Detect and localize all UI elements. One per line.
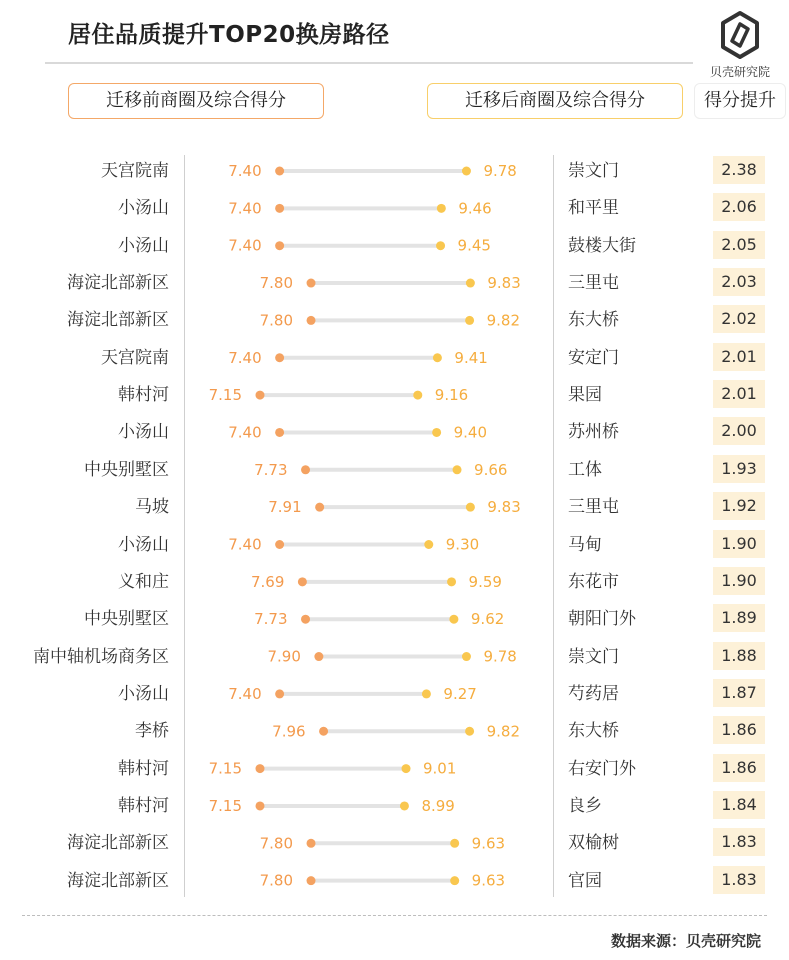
from-area-label: 海淀北部新区	[67, 870, 169, 891]
from-area-label: 天宫院南	[101, 347, 169, 368]
after-dot	[402, 764, 411, 773]
to-area-label: 马甸	[568, 534, 602, 555]
from-area-label: 小汤山	[118, 534, 169, 555]
before-dot	[275, 428, 284, 437]
before-score-label: 7.80	[259, 274, 294, 293]
before-score-label: 7.40	[228, 199, 262, 218]
before-dot	[301, 615, 310, 624]
chart-title: 居住品质提升TOP20换房路径	[68, 22, 390, 48]
before-score-label: 7.73	[254, 460, 288, 479]
after-score-label: 9.59	[468, 572, 502, 591]
after-score-label: 9.82	[486, 722, 521, 741]
gain-value: 1.90	[713, 567, 765, 595]
to-area-label: 双榆树	[568, 833, 619, 854]
before-dot	[307, 316, 316, 325]
before-dot	[315, 503, 324, 512]
before-score-label: 7.91	[268, 498, 302, 517]
before-dot	[256, 801, 265, 810]
before-dot	[298, 577, 307, 586]
from-area-label: 海淀北部新区	[67, 273, 169, 294]
gain-value: 2.00	[713, 417, 765, 445]
after-dot	[424, 540, 433, 549]
before-dot	[301, 465, 310, 474]
to-area-label: 右安门外	[568, 758, 636, 779]
before-dot	[275, 689, 284, 698]
after-score-label: 9.83	[487, 274, 521, 293]
gain-value: 2.02	[713, 305, 765, 333]
before-score-label: 7.40	[228, 535, 262, 554]
gain-value: 1.87	[713, 679, 765, 707]
header-before: 迁移前商圈及综合得分	[68, 83, 324, 119]
after-score-label: 9.46	[458, 199, 492, 218]
footer-divider	[22, 915, 767, 916]
from-area-label: 李桥	[135, 721, 169, 742]
after-dot	[432, 428, 441, 437]
before-dot	[307, 876, 316, 885]
before-score-label: 7.69	[250, 572, 285, 591]
gain-value: 2.38	[713, 156, 765, 184]
after-score-label: 9.62	[470, 610, 505, 629]
gain-value: 1.84	[713, 791, 765, 819]
gain-value: 1.86	[713, 754, 765, 782]
from-area-label: 南中轴机场商务区	[33, 646, 169, 667]
gain-value: 1.92	[713, 492, 765, 520]
before-score-label: 7.80	[259, 834, 294, 853]
to-area-label: 三里屯	[568, 497, 619, 518]
from-area-label: 中央别墅区	[84, 459, 169, 480]
after-score-label: 9.16	[434, 386, 469, 405]
after-score-label: 9.30	[445, 535, 480, 554]
from-area-label: 小汤山	[118, 683, 169, 704]
after-dot	[450, 876, 459, 885]
after-dot	[449, 615, 458, 624]
after-dot	[450, 839, 459, 848]
after-score-label: 9.82	[486, 311, 521, 330]
from-area-label: 小汤山	[118, 198, 169, 219]
from-area-label: 小汤山	[118, 422, 169, 443]
logo-text: 贝壳研究院	[709, 65, 770, 79]
to-area-label: 崇文门	[568, 646, 619, 667]
before-score-label: 7.73	[254, 610, 288, 629]
gain-value: 1.93	[713, 455, 765, 483]
gain-value: 2.01	[713, 343, 765, 371]
after-dot	[466, 279, 475, 288]
after-score-label: 9.83	[487, 498, 521, 517]
before-dot	[319, 727, 328, 736]
source-note: 数据来源：贝壳研究院	[610, 932, 761, 950]
from-area-label: 韩村河	[118, 795, 169, 816]
from-area-label: 韩村河	[118, 385, 169, 406]
to-area-label: 果园	[568, 385, 602, 406]
before-score-label: 7.40	[228, 423, 262, 442]
after-dot	[400, 801, 409, 810]
after-dot	[433, 353, 442, 362]
gain-value: 2.03	[713, 268, 765, 296]
after-dot	[462, 652, 471, 661]
gain-value: 2.05	[713, 231, 765, 259]
gain-value: 2.01	[713, 380, 765, 408]
after-dot	[437, 204, 446, 213]
after-score-label: 9.66	[474, 460, 508, 479]
before-dot	[256, 764, 265, 773]
before-score-label: 7.40	[228, 236, 262, 255]
after-dot	[466, 503, 475, 512]
to-area-label: 东大桥	[568, 310, 619, 331]
before-dot	[314, 652, 323, 661]
before-dot	[275, 167, 284, 176]
to-area-label: 朝阳门外	[568, 609, 636, 630]
from-area-label: 中央别墅区	[84, 609, 169, 630]
to-area-label: 工体	[568, 459, 602, 480]
after-dot	[465, 727, 474, 736]
after-dot	[453, 465, 462, 474]
to-area-label: 官园	[568, 870, 602, 891]
to-area-label: 东大桥	[568, 721, 619, 742]
before-score-label: 7.80	[259, 311, 294, 330]
gain-value: 1.90	[713, 530, 765, 558]
before-score-label: 7.40	[228, 162, 262, 180]
before-dot	[275, 241, 284, 250]
before-score-label: 7.15	[208, 796, 242, 815]
after-score-label: 9.63	[471, 871, 506, 890]
before-dot	[307, 839, 316, 848]
before-dot	[256, 391, 265, 400]
gain-value: 2.06	[713, 193, 765, 221]
gain-value: 1.83	[713, 828, 765, 856]
after-dot	[462, 167, 471, 176]
before-dot	[307, 279, 316, 288]
after-score-label: 9.40	[453, 423, 488, 442]
after-score-label: 9.45	[457, 236, 491, 255]
after-score-label: 9.63	[471, 834, 506, 853]
after-dot	[465, 316, 474, 325]
after-score-label: 8.99	[421, 796, 455, 815]
from-area-label: 海淀北部新区	[67, 310, 169, 331]
from-area-label: 韩村河	[118, 758, 169, 779]
before-score-label: 7.96	[272, 722, 306, 741]
gain-value: 1.86	[713, 716, 765, 744]
after-dot	[436, 241, 445, 250]
after-score-label: 9.78	[483, 647, 517, 666]
to-area-label: 崇文门	[568, 161, 619, 181]
to-area-label: 和平里	[568, 198, 619, 219]
from-area-label: 义和庄	[118, 571, 169, 592]
before-dot	[275, 540, 284, 549]
after-score-label: 9.27	[443, 684, 477, 703]
header-after: 迁移后商圈及综合得分	[427, 83, 683, 119]
to-area-label: 鼓楼大街	[568, 235, 636, 256]
before-score-label: 7.40	[228, 348, 262, 367]
to-area-label: 东花市	[568, 571, 619, 592]
gain-value: 1.83	[713, 866, 765, 894]
after-score-label: 9.01	[423, 759, 457, 778]
after-dot	[422, 689, 431, 698]
before-score-label: 7.80	[259, 871, 294, 890]
before-dot	[275, 353, 284, 362]
after-dot	[413, 391, 422, 400]
from-area-label: 马坡	[135, 497, 169, 518]
before-score-label: 7.15	[208, 759, 242, 778]
before-score-label: 7.15	[208, 386, 242, 405]
to-area-label: 良乡	[568, 795, 602, 816]
header-gain: 得分提升	[694, 83, 786, 119]
from-area-label: 海淀北部新区	[67, 833, 169, 854]
before-score-label: 7.40	[228, 684, 262, 703]
before-score-label: 7.90	[267, 647, 301, 666]
gain-value: 1.89	[713, 604, 765, 632]
before-dot	[275, 204, 284, 213]
after-dot	[447, 577, 456, 586]
after-score-label: 9.78	[483, 162, 517, 180]
to-area-label: 安定门	[568, 347, 619, 368]
after-score-label: 9.41	[454, 348, 488, 367]
from-area-label: 天宫院南	[101, 161, 169, 181]
to-area-label: 芍药居	[568, 683, 619, 704]
to-area-label: 三里屯	[568, 273, 619, 294]
from-area-label: 小汤山	[118, 235, 169, 256]
gain-value: 1.88	[713, 642, 765, 670]
to-area-label: 苏州桥	[568, 422, 619, 443]
